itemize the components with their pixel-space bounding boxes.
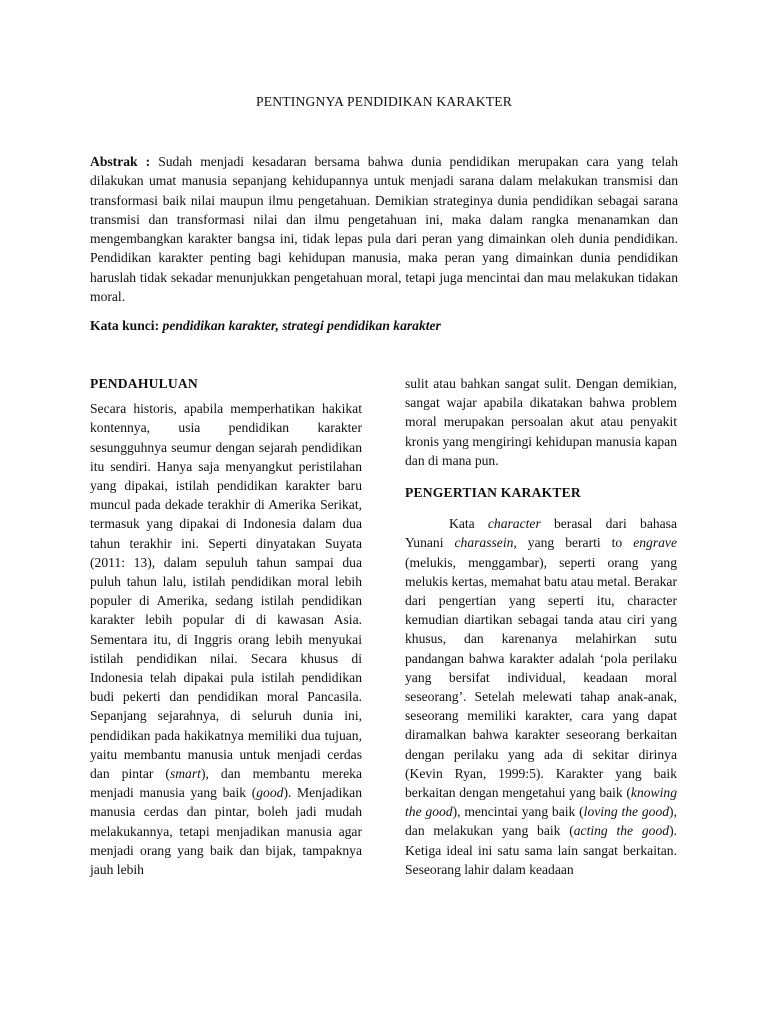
italic-term: smart (169, 766, 201, 782)
text-run: ), dan melakukan yang baik ( (405, 804, 677, 839)
text-run: Kata (449, 516, 488, 532)
paragraph-pendahuluan-continued: sulit atau bahkan sangat sulit. Dengan demikian, sangat wajar apabila dikatakan bahwa problem moral merupakan persoalan akut atau penyakit kronis yang mengiringi kehidupan manusia kapan dan di mana pun. (405, 376, 677, 468)
italic-term: engrave (633, 535, 677, 551)
italic-term: knowing the good (405, 785, 677, 820)
text-run: (melukis, menggambar), seperti orang yang melukis kertas, memahat batu atau metal. Berakar dari pengertian yang seperti itu, character kemudian diartikan sebagai tanda atau ciri yang khusus, dan karenanya melahirkan sutu pandangan bahwa karakter adalah ‘pola perilaku yang bersifat individual, keadaan moral seseorang’. Setelah melewati tahap anak-anak, seseorang memiliki karakter, cara yang dapat diramalkan bahwa karakter seseorang berkaitan dengan perilaku yang ada di sekitar dirinya (Kevin Ryan, 1999:5). Karakter yang baik berkaitan dengan mengetahui yang baik ( (405, 554, 677, 801)
keywords (90, 316, 678, 335)
italic-term: loving the good (583, 804, 670, 820)
italic-term: character (487, 516, 541, 532)
text-run: berasal dari bahasa Yunani (405, 516, 678, 551)
section-heading-pengertian-karakter: PENGERTIAN KARAKTER (405, 485, 581, 501)
paragraph-pendahuluan (90, 399, 362, 879)
keywords-text: pendidikan karakter, strategi pendidikan karakter (162, 318, 441, 333)
italic-term: charassein, (454, 535, 517, 551)
abstract-text: Sudah menjadi kesadaran bersama bahwa dunia pendidikan merupakan cara yang telah dilakukan umat manusia sepanjang kehidupannya untuk menjadi sarana dalam melakukan transmisi dan transformasi baik nilai maupun ilmu pengetahuan. Demikian strateginya dunia pendidikan sebagai sarana transmisi dan transformasi nilai dan ilmu pengetahuan ini, maka dalam rangka menanamkan dan mengembangkan karakter bangsa ini, tidak lepas pula dari peran yang dimainkan oleh dunia pendidikan. Pendidikan karakter penting bagi kehidupan manusia, maka peran yang dimainkan dunia pendidikan haruslah tidak sekadar menunjukkan pengetahuan moral, tetapi juga mencintai dan mau melakukan tidakan moral. (90, 154, 678, 305)
left-column (90, 374, 362, 879)
text-run: Secara historis, apabila memperhatikan hakikat kontennya, usia pendidikan karakter sesungguhnya seumur dengan sejarah pendidikan itu sendiri. Hanya saja menyangkut peristilahan yang dipakai, istilah pendidikan karakter baru muncul pada dekade terakhir di Amerika Serikat, termasuk yang dipakai di Indonesia dalam dua tahun terakhir ini. Seperti dinyatakan Suyata (2011: 13), dalam sepuluh tahun sampai dua puluh tahun lalu, istilah pendidikan moral lebih populer di Amerika, sedang istilah pendidikan karakter lebih popular di di kawasan Asia. Sementara itu, di Inggris orang lebih menyukai istilah pendidikan nilai. Secara khusus di Indonesia telah dipakai pula istilah pendidikan budi pekerti dan pendidikan moral Pancasila. Sepanjang sejarahnya, di seluruh dunia ini, pendidikan pada hakikatnya memiliki dua tujuan, yaitu membantu manusia untuk menjadi cerdas dan pintar ( (90, 401, 362, 782)
italic-term: good (256, 785, 284, 801)
italic-term: acting the good (573, 823, 670, 839)
text-run: yang berarti to (516, 535, 634, 551)
paragraph-pengertian-karakter (405, 514, 677, 879)
text-run: ). Menjadikan manusia cerdas dan pintar, boleh jadi mudah melakukannya, tetapi menjadikan manusia agar menjadi orang yang baik dan bijak, tampaknya jauh lebih (90, 785, 362, 878)
section-heading-pendahuluan: PENDAHULUAN (90, 376, 198, 391)
document-title: PENTINGNYA PENDIDIKAN KARAKTER (256, 94, 512, 109)
keywords-label: Kata kunci: (90, 318, 160, 333)
abstract (90, 152, 678, 306)
text-run: ), dan membantu mereka menjadi manusia yang baik ( (90, 766, 362, 801)
text-run: ). Ketiga ideal ini satu sama lain sangat berkaitan. Seseorang lahir dalam keadaan (405, 823, 677, 877)
text-run: ), mencintai yang baik ( (452, 804, 584, 820)
right-column (405, 374, 677, 879)
abstract-label: Abstrak : (90, 154, 151, 169)
